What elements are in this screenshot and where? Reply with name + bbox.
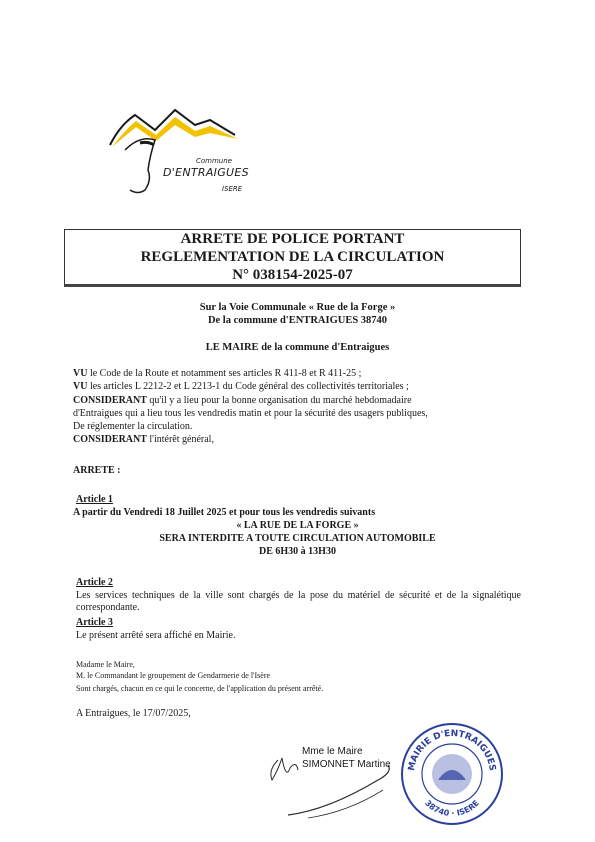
maire-heading: [0, 342, 595, 353]
mairie-stamp: [398, 720, 506, 828]
logo-commune-label: Commune: [196, 157, 232, 165]
svg-text:38740 · ISERE: [423, 798, 481, 818]
logo-region-label: ISERE: [222, 185, 243, 193]
execution-line-1: Madame le Maire,: [76, 660, 135, 669]
article-1-line-2: « LA RUE DE LA FORGE »: [236, 520, 359, 531]
vu-label: VU: [73, 368, 88, 379]
vu-text: le Code de la Route et notamment ses articles R 411-8 et R 411-25 ;: [87, 368, 362, 379]
execution-line-2: M. le Commandant le groupement de Gendarmerie de l'Isère: [76, 671, 271, 680]
considerant-text: l'intérêt général,: [146, 434, 214, 445]
title-line-3: N° 038154-2025-07: [232, 267, 353, 283]
considerant-line-3: De réglementer la circulation.: [73, 421, 193, 432]
article-1-heading: Article 1: [76, 494, 113, 505]
considerant-label: CONSIDERANT: [73, 395, 147, 406]
vu-text: les articles L 2212-2 et L 2213-1 du Code général des collectivités territoriales ;: [87, 381, 409, 392]
article-3-text: Le présent arrêté sera affiché en Mairie.: [76, 630, 236, 641]
title-line-1: ARRETE DE POLICE PORTANT: [180, 231, 405, 247]
date-line: A Entraigues, le 17/07/2025,: [76, 708, 191, 719]
signature-name: SIMONNET Martine: [302, 759, 391, 770]
commune-logo: [100, 95, 270, 210]
considerant-line-1: [73, 395, 523, 407]
vu-line-1: [73, 368, 523, 380]
article-1-line-4: DE 6H30 à 13H30: [259, 546, 336, 557]
maire-heading-rest: de la commune d'Entraigues: [258, 342, 390, 353]
decree-title-box: [64, 229, 521, 287]
considerant-line-4: [73, 434, 523, 446]
article-2-heading: Article 2: [76, 577, 113, 588]
execution-line-3: Sont chargés, chacun en ce qui le concerne, de l'application du présent arrêté.: [76, 684, 324, 693]
title-line-2: REGLEMENTATION DE LA CIRCULATION: [140, 249, 445, 265]
article-1-line-1: A partir du Vendredi 18 Juillet 2025 et pour tous les vendredis suivants: [73, 507, 376, 518]
considerant-label: CONSIDERANT: [73, 434, 147, 445]
signature-role: Mme le Maire: [302, 746, 363, 757]
subject-line-1: Sur la Voie Communale « Rue de la Forge »: [199, 302, 396, 313]
article-1-line-3: SERA INTERDITE A TOUTE CIRCULATION AUTOMOBILE: [159, 533, 436, 544]
article-2-text: Les services techniques de la ville sont chargés de la pose du matériel de sécurité et de la signalétique correspondante.: [76, 590, 521, 613]
vu-label: VU: [73, 381, 88, 392]
considerant-text: qu'il y a lieu pour la bonne organisation du marché hebdomadaire: [146, 395, 412, 406]
article-3-heading: Article 3: [76, 617, 113, 628]
maire-heading-bold: LE MAIRE: [205, 342, 259, 353]
arrete-label: ARRETE :: [73, 465, 121, 476]
subject-line-2: De la commune d'ENTRAIGUES 38740: [207, 315, 388, 326]
logo-town-name: D'ENTRAIGUES: [163, 166, 249, 179]
considerant-line-2: d'Entraigues qui a lieu tous les vendredis matin et pour la sécurité des usagers publiques,: [73, 408, 428, 419]
stamp-top-text: MAIRIE D'ENTRAIGUES: [406, 728, 497, 772]
vu-line-2: [73, 381, 523, 393]
stamp-bottom-text: 38740 · ISERE: [423, 798, 481, 819]
